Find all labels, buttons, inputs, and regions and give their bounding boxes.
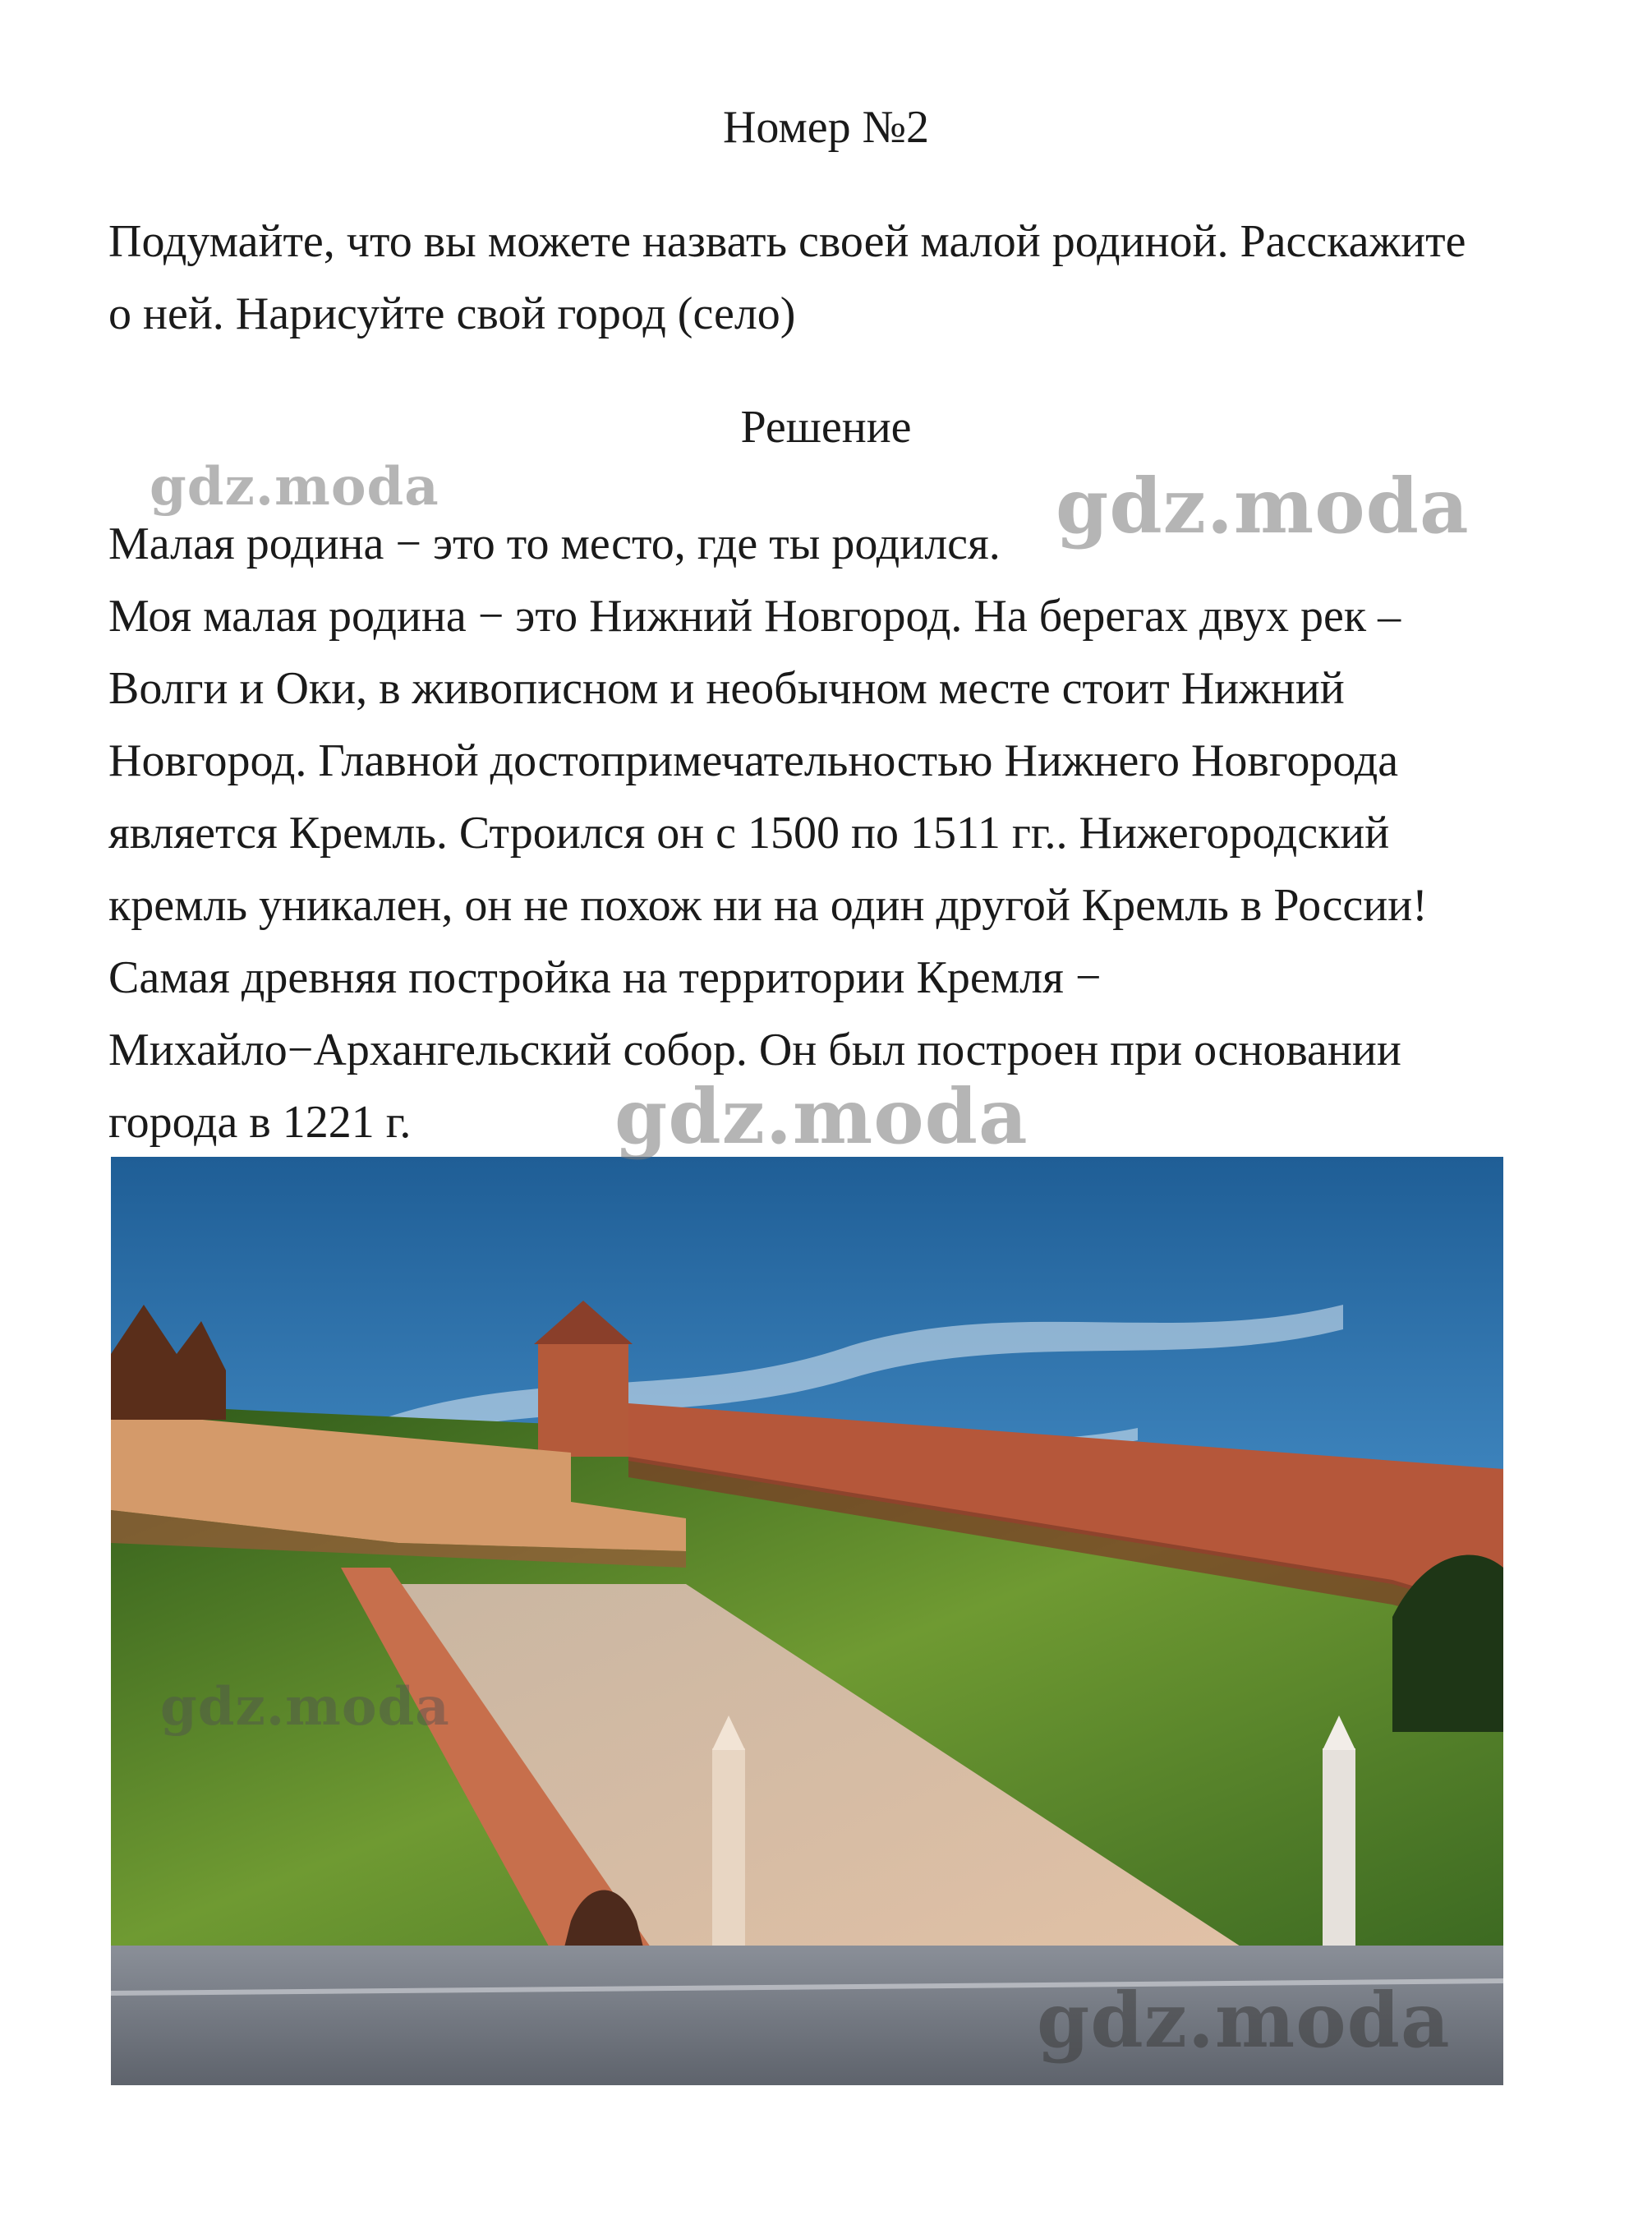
answer-line: Волги и Оки, в живописном и необычном месте стоит Нижний [108,663,1345,714]
watermark: gdz.moda [150,456,439,518]
watermark: gdz.moda [1056,462,1470,550]
answer-line: города в 1221 г. [108,1097,412,1148]
answer-line: Михайло−Архангельский собор. Он был построен при основании [108,1025,1401,1075]
watermark: gdz.moda [1037,1976,1451,2065]
answer-line: Моя малая родина − это Нижний Новгород. На берегах двух рек – [108,591,1401,642]
watermark: gdz.moda [160,1676,450,1738]
answer-line: Малая родина − это то место, где ты родился. [108,518,1001,569]
answer-line: кремль уникален, он не похож ни на один другой Кремль в России! [108,880,1428,931]
task-line: Подумайте, что вы можете назвать своей малой родиной. Расскажите [108,216,1466,267]
kremlin-stairs-photo [111,1157,1503,2085]
watermark: gdz.moda [614,1072,1028,1161]
page-title: Номер №2 [722,102,930,153]
task-text [108,205,1571,350]
solution-heading: Решение [740,402,912,453]
answer-line: Новгород. Главной достопримечательностью Нижнего Новгорода [108,735,1399,786]
task-line: о ней. Нарисуйте свой город (село) [108,288,796,339]
answer-text [108,508,1587,1158]
kremlin-tower [538,1342,628,1457]
answer-line: является Кремль. Строился он с 1500 по 1511 гг.. Нижегородский [108,808,1390,859]
answer-line: Самая древняя постройка на территории Кремля − [108,952,1102,1003]
